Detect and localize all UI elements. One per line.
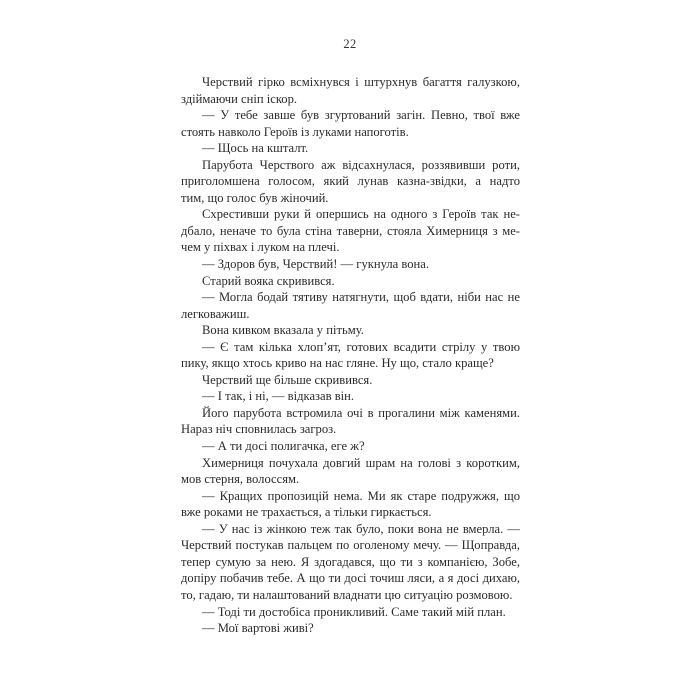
text-line: — У тебе завше був згуртований загін. Певно, твої вже <box>202 108 520 123</box>
paragraph <box>181 289 520 322</box>
text-line: мов стерня, волоссям. <box>181 472 300 487</box>
text-line: Нараз ніч сповнилась загроз. <box>181 422 337 437</box>
paragraph <box>181 455 520 488</box>
text-line: — А ти досі полигачка, еге ж? <box>202 439 365 454</box>
text-line: Схрестивши руки й опершись на одного з Героїв так не- <box>202 207 520 222</box>
text-line: — Кращих пропозицій нема. Ми як старе подружжя, що <box>202 488 520 503</box>
text-line: тепер сумую за нею. Я здогадався, що ти з компанією, Зобе, <box>181 554 520 569</box>
paragraph <box>181 405 520 438</box>
paragraph <box>181 438 520 455</box>
text-line: здіймаючи сніп іскор. <box>181 91 298 106</box>
paragraph <box>181 388 520 405</box>
text-line: Вона кивком вказала у пітьму. <box>202 323 364 338</box>
text-line: Його парубота встромила очі в прогалини між каменями. <box>202 405 520 420</box>
text-line: легковажиш. <box>181 306 250 321</box>
text-line: — У нас із жінкою теж так було, поки вона не вмерла. — <box>202 521 520 536</box>
paragraph <box>181 488 520 521</box>
text-line: Черствий постукав пальцем по оголеному мечу. — Щоправда, <box>181 538 520 553</box>
text-line: — Здоров був, Черствий! — гукнула вона. <box>202 257 429 272</box>
paragraph <box>181 206 520 256</box>
body-text-block <box>181 74 520 637</box>
paragraph <box>181 107 520 140</box>
text-line: Старий вояка скривився. <box>202 273 335 288</box>
paragraph <box>181 157 520 207</box>
text-line: приголомшена голосом, який лунав казна-звідки, а надто <box>181 174 520 189</box>
paragraph <box>181 74 520 107</box>
paragraph <box>181 620 520 637</box>
text-line: то, гадаю, ти налаштований владнати цю ситуацію розмовою. <box>181 587 513 602</box>
paragraph <box>181 604 520 621</box>
text-line: стоять навколо Героїв із луками напоготів. <box>181 124 409 139</box>
paragraph <box>181 322 520 339</box>
paragraph <box>181 339 520 372</box>
text-line: дбало, неначе то була стіна таверни, стояла Химерниця з ме- <box>181 223 520 238</box>
paragraph <box>181 256 520 273</box>
paragraph <box>181 140 520 157</box>
text-line: — Мої вартові живі? <box>202 621 314 636</box>
text-line: чем у піхвах і луком на плечі. <box>181 240 340 255</box>
text-line: Черствий ще більше скривився. <box>202 372 373 387</box>
text-line: тим, що голос був жіночий. <box>181 190 329 205</box>
text-line: Черствий гірко всміхнувся і штурхнув багаття галузкою, <box>202 75 520 89</box>
text-line: — Могла бодай тятиву натягнути, щоб вдати, ніби нас не <box>202 290 520 305</box>
text-line: допіру побачив тебе. А що ти досі точиш ляси, а я досі дихаю, <box>181 571 520 586</box>
text-line: — І так, і ні, — відказав він. <box>202 389 355 404</box>
text-line: — Щось на кшталт. <box>202 141 309 156</box>
text-line: Химерниця почухала довгий шрам на голові з коротким, <box>202 455 520 470</box>
text-line: вже роками не трахається, а тільки гиркається. <box>181 505 432 520</box>
text-line: — Є там кілька хлоп’ят, готових всадити стрілу у твою <box>202 339 520 354</box>
page-number: 22 <box>343 37 357 51</box>
paragraph <box>181 372 520 389</box>
text-line: — Тоді ти достобіса проникливий. Саме такий мій план. <box>202 604 506 619</box>
paragraph <box>181 273 520 290</box>
text-line: пику, якщо хтось криво на нас гляне. Ну що, стало краще? <box>181 356 494 371</box>
text-line: Парубота Черствого аж відсахнулася, роззявивши роти, <box>202 157 520 172</box>
paragraph <box>181 521 520 604</box>
